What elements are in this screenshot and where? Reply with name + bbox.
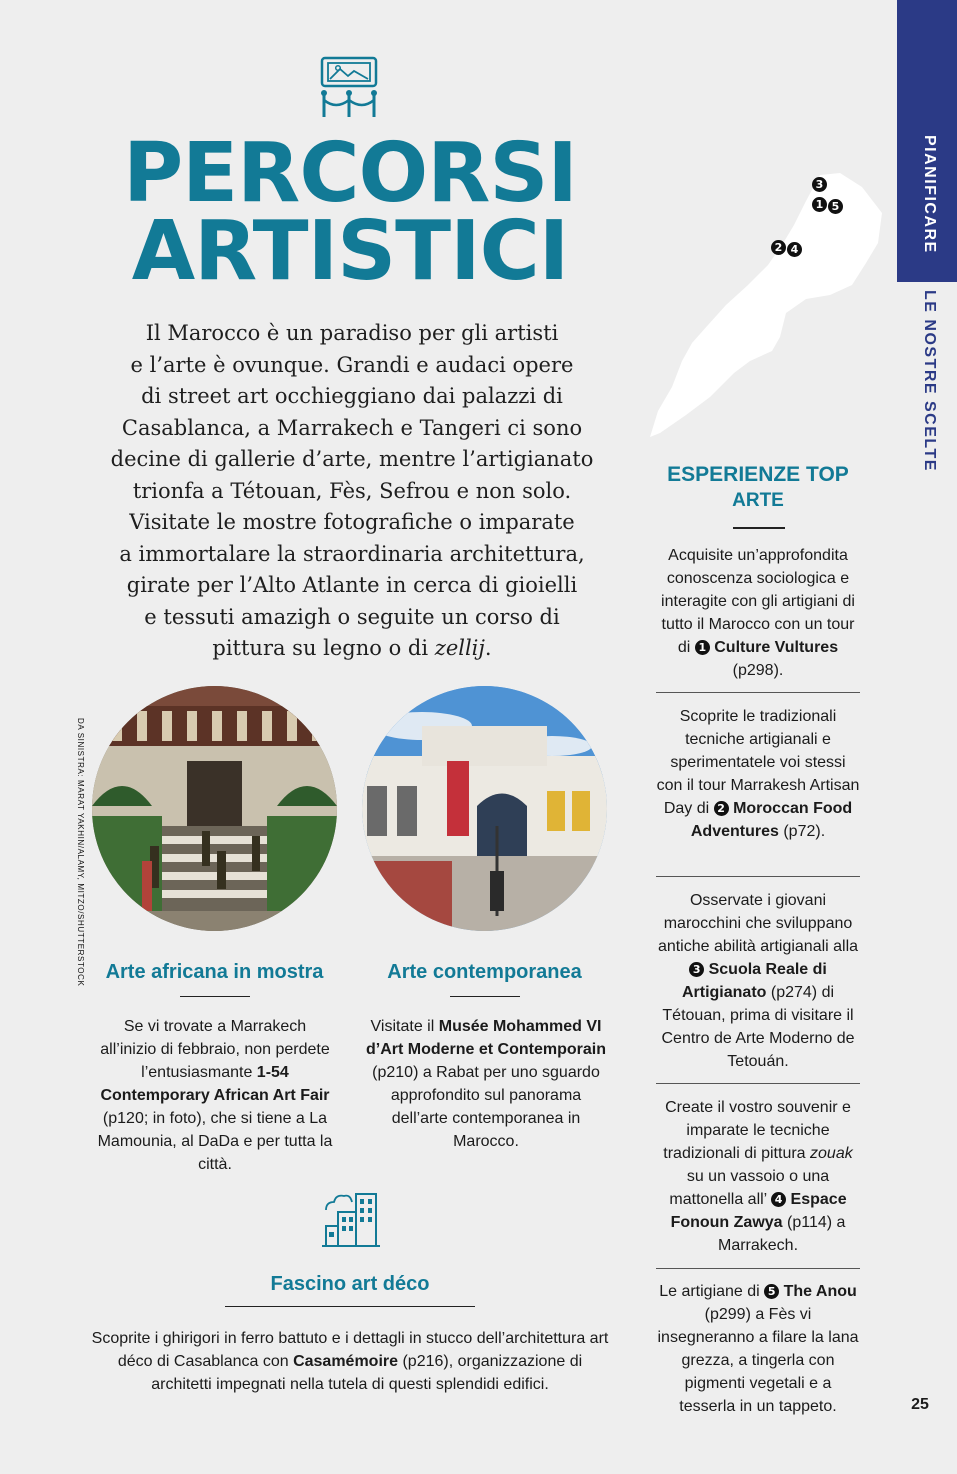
city-buildings-icon bbox=[322, 1190, 380, 1248]
experience-item: Le artigiane di 5 The Anou (p299) a Fès vi insegneranno a filare la lana grezza, a tingerla con pigmenti vegetali e a tesserla in un tappeto. bbox=[657, 1283, 859, 1415]
intro-line: e tessuti amazigh o seguite un corso di bbox=[144, 604, 560, 629]
experience-item: Create il vostro souvenir e imparate le tecniche tradizionali di pittura zouak su un vassoio o una mattonella all’ 4 Espace Fonoun Zawya (p114) a Marrakech. bbox=[663, 1099, 853, 1254]
photo-musee-mohammed-vi bbox=[362, 686, 607, 931]
page-title bbox=[100, 126, 600, 299]
intro-line: pittura su legno o di zellij. bbox=[212, 636, 492, 660]
divider bbox=[180, 996, 250, 997]
section-title-african-art: Arte africana in mostra bbox=[105, 961, 324, 983]
tab-subsection-label: LE NOSTRE SCELTE bbox=[921, 290, 938, 472]
intro-line: girate per l’Alto Atlante in cerca di gioielli bbox=[126, 573, 578, 597]
section-body-contemporary-art: Visitate il Musée Mohammed VI d’Art Moderne et Contemporain (p210) a Rabat per uno sguardo approfondito sul panorama dell’arte contemporanea in Marocco. bbox=[365, 1018, 606, 1150]
title-line-1: PERCORSI bbox=[123, 126, 577, 221]
divider bbox=[225, 1306, 475, 1307]
title-line-2: ARTISTICI bbox=[131, 204, 569, 299]
map-marker: 1 bbox=[812, 197, 827, 212]
tab-section-label: PIANIFICARE bbox=[921, 135, 938, 254]
gallery-frame-icon bbox=[316, 55, 382, 121]
morocco-map bbox=[630, 165, 890, 440]
top-experiences-title: ESPERIENZE TOP bbox=[667, 463, 849, 486]
section-title-contemporary-art: Arte contemporanea bbox=[387, 961, 582, 983]
map-marker: 4 bbox=[787, 242, 802, 257]
divider bbox=[656, 692, 860, 693]
intro-line: Casablanca, a Marrakech e Tangeri ci sono bbox=[121, 415, 583, 440]
experience-item: Scoprite le tradizionali tecniche artigianali e sperimentatele voi stessi con il tour Marrakesh Artisan Day di 2 Moroccan Food Adventures (p72). bbox=[656, 708, 860, 840]
page-number: 25 bbox=[911, 1396, 929, 1413]
intro-line: e l’arte è ovunque. Grandi e audaci opere bbox=[130, 352, 574, 377]
intro-line: a immortalare la straordinaria architettura, bbox=[119, 541, 585, 566]
divider bbox=[656, 876, 860, 877]
divider bbox=[733, 527, 785, 529]
map-marker: 2 bbox=[771, 240, 786, 255]
intro-line: Il Marocco è un paradiso per gli artisti bbox=[145, 321, 559, 345]
intro-paragraph bbox=[88, 318, 616, 665]
map-marker: 3 bbox=[812, 177, 827, 192]
map-marker: 5 bbox=[828, 199, 843, 214]
divider bbox=[656, 1268, 860, 1269]
section-title-art-deco: Fascino art déco bbox=[270, 1273, 430, 1295]
experience-item: Osservate i giovani marocchini che sviluppano antiche abilità artigianali alla 3 Scuola Reale di Artigianato (p274) di Tétouan, prima di visitare il Centro de Arte Moderno de Tetouán. bbox=[657, 892, 859, 1070]
divider bbox=[656, 1083, 860, 1084]
intro-line: di street art occhieggiano dai palazzi di bbox=[141, 384, 563, 408]
intro-line: Visitate le mostre fotografiche o imparate bbox=[129, 510, 575, 534]
photo-mamounia-gardens bbox=[92, 686, 337, 931]
intro-line: trionfa a Tétouan, Fès, Sefrou e non solo. bbox=[132, 478, 572, 503]
photo-credit: DA SINISTRA: MARAT YAKHIN/ALAMY, MITZO/SHUTTERSTOCK bbox=[76, 718, 85, 987]
top-experiences-heading bbox=[656, 462, 860, 514]
section-body-art-deco: Scoprite i ghirigori in ferro battuto e i dettagli in stucco dell’architettura art déco di Casablanca con Casamémoire (p216), organizzazione di architetti impegnati nella tutela di questi splendidi edifici. bbox=[91, 1330, 609, 1393]
intro-line: decine di gallerie d’arte, mentre l’artigianato bbox=[110, 447, 594, 471]
divider bbox=[450, 996, 520, 997]
top-experiences-subtitle: ARTE bbox=[732, 490, 784, 511]
section-body-african-art: Se vi trovate a Marrakech all’inizio di febbraio, non perdete l’entusiasmante 1-54 Contemporary African Art Fair (p120; in foto), che si tiene a La Mamounia, al DaDa e per tutta la città. bbox=[97, 1018, 333, 1173]
experience-item: Acquisite un’approfondita conoscenza sociologica e interagite con gli artigiani di tutto il Marocco con un tour di 1 Culture Vultures (p298). bbox=[661, 547, 855, 679]
